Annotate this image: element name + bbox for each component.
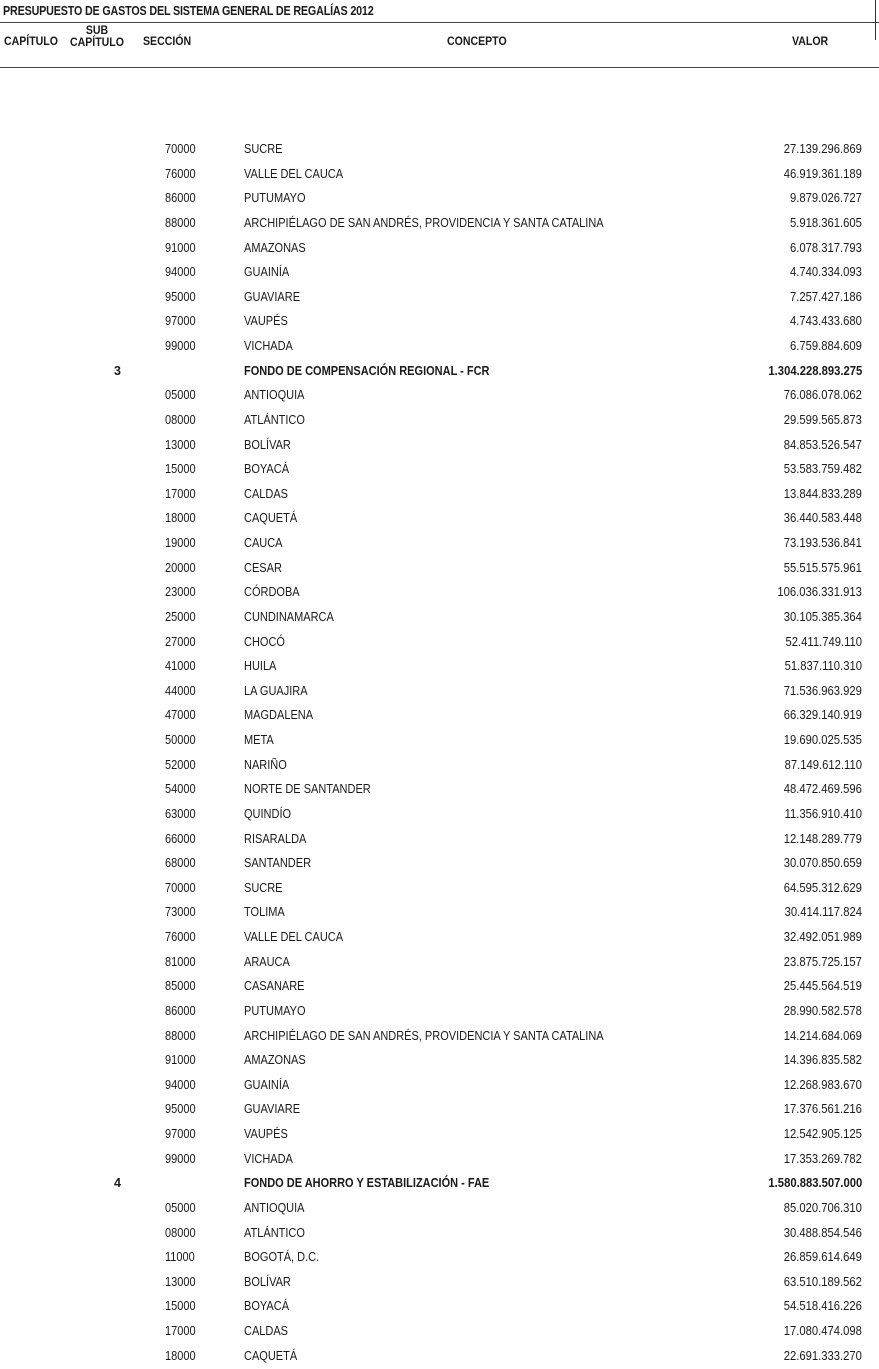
concepto-cell: SUCRE bbox=[244, 880, 283, 895]
valor-cell: 17.376.561.216 bbox=[783, 1102, 862, 1117]
seccion-cell: 66000 bbox=[165, 831, 196, 846]
concepto-cell: VALLE DEL CAUCA bbox=[244, 166, 344, 181]
valor-cell: 23.875.725.157 bbox=[783, 954, 862, 969]
concepto-cell: GUAINÍA bbox=[244, 1077, 290, 1092]
table-row bbox=[0, 680, 879, 705]
valor-cell: 11.356.910.410 bbox=[784, 806, 862, 821]
table-row bbox=[0, 384, 879, 409]
table-row bbox=[0, 754, 879, 779]
valor-cell: 71.536.963.929 bbox=[783, 683, 862, 698]
valor-cell: 66.329.140.919 bbox=[783, 708, 862, 723]
valor-cell: 73.193.536.841 bbox=[783, 536, 862, 550]
concepto-cell: ATLÁNTICO bbox=[244, 1225, 305, 1240]
seccion-cell: 97000 bbox=[165, 1127, 196, 1141]
header-seccion: SECCIÓN bbox=[143, 34, 192, 48]
document-title: PRESUPUESTO DE GASTOS DEL SISTEMA GENERAL DE REGALÍAS 2012 bbox=[3, 4, 374, 18]
table-row bbox=[0, 237, 879, 262]
seccion-cell: 63000 bbox=[165, 806, 196, 821]
valor-cell: 12.542.905.125 bbox=[783, 1127, 862, 1141]
concepto-cell: CAQUETÁ bbox=[244, 1348, 298, 1363]
valor-cell: 12.148.289.779 bbox=[783, 831, 862, 846]
valor-cell: 27.139.296.869 bbox=[783, 142, 862, 156]
concepto-cell: ANTIOQUIA bbox=[244, 388, 305, 403]
valor-cell: 6.759.884.609 bbox=[790, 339, 862, 353]
valor-cell: 84.853.526.547 bbox=[783, 437, 862, 452]
table-row bbox=[0, 803, 879, 828]
seccion-cell: 94000 bbox=[165, 265, 196, 280]
valor-cell: 54.518.416.226 bbox=[783, 1299, 862, 1314]
valor-cell: 26.859.614.649 bbox=[783, 1250, 862, 1265]
valor-cell: 30.488.854.546 bbox=[783, 1225, 862, 1240]
seccion-cell: 76000 bbox=[165, 930, 196, 944]
concepto-cell: ANTIOQUIA bbox=[244, 1200, 305, 1215]
seccion-cell: 76000 bbox=[165, 166, 196, 181]
header-divider bbox=[0, 67, 879, 68]
seccion-cell: 86000 bbox=[165, 191, 196, 206]
header-subcapitulo bbox=[70, 24, 124, 48]
capitulo-cell: 3 bbox=[114, 363, 121, 378]
table-row bbox=[0, 704, 879, 729]
concepto-cell: BOLÍVAR bbox=[244, 437, 291, 452]
table-row bbox=[0, 212, 879, 237]
concepto-cell: CUNDINAMARCA bbox=[244, 609, 334, 624]
valor-cell: 52.411.749.110 bbox=[785, 634, 862, 649]
seccion-cell: 25000 bbox=[165, 609, 196, 624]
valor-cell: 63.510.189.562 bbox=[783, 1274, 862, 1289]
concepto-cell: BOGOTÁ, D.C. bbox=[244, 1250, 320, 1265]
seccion-cell: 17000 bbox=[165, 1324, 196, 1338]
concepto-cell: MAGDALENA bbox=[244, 708, 314, 723]
concepto-cell: BOYACÁ bbox=[244, 462, 290, 477]
valor-cell: 17.353.269.782 bbox=[783, 1151, 862, 1166]
seccion-cell: 54000 bbox=[165, 782, 196, 797]
table-row bbox=[0, 409, 879, 434]
seccion-cell: 23000 bbox=[165, 585, 196, 600]
seccion-cell: 18000 bbox=[165, 511, 196, 526]
seccion-cell: 95000 bbox=[165, 1102, 196, 1117]
valor-cell: 5.918.361.605 bbox=[790, 215, 862, 230]
seccion-cell: 81000 bbox=[165, 954, 196, 969]
seccion-cell: 99000 bbox=[165, 1151, 196, 1166]
seccion-cell: 15000 bbox=[165, 462, 196, 477]
table-row bbox=[0, 926, 879, 951]
table-row bbox=[0, 187, 879, 212]
concepto-cell: ARCHIPIÉLAGO DE SAN ANDRÉS, PROVIDENCIA Y SANTA CATALINA bbox=[244, 215, 604, 230]
seccion-cell: 68000 bbox=[165, 856, 196, 871]
table-row bbox=[0, 1320, 879, 1345]
seccion-cell: 08000 bbox=[165, 1225, 196, 1240]
valor-cell: 76.086.078.062 bbox=[783, 388, 862, 403]
concepto-cell: ARAUCA bbox=[244, 954, 290, 969]
concepto-cell: GUAVIARE bbox=[244, 1102, 301, 1117]
concepto-cell: CASANARE bbox=[244, 979, 305, 994]
header-sub-line2: CAPÍTULO bbox=[70, 35, 124, 49]
table-row bbox=[0, 1345, 879, 1369]
seccion-cell: 50000 bbox=[165, 733, 196, 747]
valor-cell: 14.396.835.582 bbox=[783, 1053, 862, 1068]
table-row bbox=[0, 778, 879, 803]
seccion-cell: 05000 bbox=[165, 388, 196, 403]
table-row bbox=[0, 1222, 879, 1247]
valor-cell: 30.070.850.659 bbox=[783, 856, 862, 871]
table-row bbox=[0, 1123, 879, 1148]
seccion-cell: 20000 bbox=[165, 560, 196, 575]
seccion-cell: 97000 bbox=[165, 314, 196, 329]
seccion-cell: 13000 bbox=[165, 1274, 196, 1289]
valor-cell: 7.257.427.186 bbox=[790, 289, 862, 304]
table-row bbox=[0, 532, 879, 557]
concepto-cell: META bbox=[244, 733, 274, 747]
seccion-cell: 05000 bbox=[165, 1200, 196, 1215]
concepto-cell: VAUPÉS bbox=[244, 314, 288, 329]
seccion-cell: 13000 bbox=[165, 437, 196, 452]
concepto-cell: SUCRE bbox=[244, 142, 283, 156]
concepto-cell: NORTE DE SANTANDER bbox=[244, 782, 371, 797]
concepto-cell: CESAR bbox=[244, 560, 282, 575]
valor-cell: 46.919.361.189 bbox=[783, 166, 862, 181]
concepto-cell: CALDAS bbox=[244, 486, 289, 501]
chapter-total-row bbox=[0, 360, 879, 385]
table-row bbox=[0, 1295, 879, 1320]
concepto-cell: PUTUMAYO bbox=[244, 191, 306, 206]
seccion-cell: 41000 bbox=[165, 659, 196, 674]
header-valor: VALOR bbox=[792, 34, 829, 48]
table-row bbox=[0, 138, 879, 163]
table-row bbox=[0, 286, 879, 311]
seccion-cell: 94000 bbox=[165, 1077, 196, 1092]
table-row bbox=[0, 507, 879, 532]
seccion-cell: 15000 bbox=[165, 1299, 196, 1314]
table-row bbox=[0, 729, 879, 754]
seccion-cell: 91000 bbox=[165, 240, 196, 255]
seccion-cell: 88000 bbox=[165, 1028, 196, 1043]
valor-cell: 12.268.983.670 bbox=[783, 1077, 862, 1092]
header-concepto: CONCEPTO bbox=[447, 34, 507, 48]
concepto-cell: CAQUETÁ bbox=[244, 511, 298, 526]
table-row bbox=[0, 877, 879, 902]
seccion-cell: 86000 bbox=[165, 1003, 196, 1018]
valor-cell: 19.690.025.535 bbox=[783, 733, 862, 747]
valor-cell: 106.036.331.913 bbox=[777, 585, 862, 600]
valor-cell: 1.580.883.507.000 bbox=[768, 1176, 862, 1191]
seccion-cell: 88000 bbox=[165, 215, 196, 230]
table-row bbox=[0, 828, 879, 853]
valor-cell: 13.844.833.289 bbox=[783, 486, 862, 501]
valor-cell: 30.105.385.364 bbox=[783, 609, 862, 624]
valor-cell: 85.020.706.310 bbox=[783, 1200, 862, 1215]
valor-cell: 36.440.583.448 bbox=[783, 511, 862, 526]
table-row bbox=[0, 901, 879, 926]
concepto-cell: NARIÑO bbox=[244, 757, 287, 772]
concepto-cell: VICHADA bbox=[244, 339, 293, 353]
concepto-cell: PUTUMAYO bbox=[244, 1003, 306, 1018]
table-row bbox=[0, 1271, 879, 1296]
table-row bbox=[0, 261, 879, 286]
concepto-cell: TOLIMA bbox=[244, 905, 285, 920]
header-sub-line1: SUB bbox=[85, 23, 109, 37]
valor-cell: 1.304.228.893.275 bbox=[768, 363, 862, 378]
valor-cell: 55.515.575.961 bbox=[783, 560, 862, 575]
seccion-cell: 27000 bbox=[165, 634, 196, 649]
valor-cell: 25.445.564.519 bbox=[783, 979, 862, 994]
table-row bbox=[0, 1246, 879, 1271]
table-row bbox=[0, 1074, 879, 1099]
concepto-cell: LA GUAJIRA bbox=[244, 683, 308, 698]
table-row bbox=[0, 557, 879, 582]
concepto-cell: CALDAS bbox=[244, 1324, 289, 1338]
seccion-cell: 73000 bbox=[165, 905, 196, 920]
concepto-cell: GUAINÍA bbox=[244, 265, 290, 280]
concepto-cell: VICHADA bbox=[244, 1151, 293, 1166]
concepto-cell: GUAVIARE bbox=[244, 289, 301, 304]
seccion-cell: 17000 bbox=[165, 486, 196, 501]
concepto-cell: SANTANDER bbox=[244, 856, 312, 871]
seccion-cell: 95000 bbox=[165, 289, 196, 304]
table-row bbox=[0, 951, 879, 976]
table-row bbox=[0, 581, 879, 606]
table-row bbox=[0, 335, 879, 360]
concepto-cell: FONDO DE COMPENSACIÓN REGIONAL - FCR bbox=[244, 363, 490, 378]
valor-cell: 53.583.759.482 bbox=[783, 462, 862, 477]
table-row bbox=[0, 1049, 879, 1074]
concepto-cell: VAUPÉS bbox=[244, 1127, 288, 1141]
concepto-cell: BOLÍVAR bbox=[244, 1274, 291, 1289]
concepto-cell: AMAZONAS bbox=[244, 1053, 306, 1068]
seccion-cell: 08000 bbox=[165, 412, 196, 427]
concepto-cell: CAUCA bbox=[244, 536, 283, 550]
table-row bbox=[0, 1000, 879, 1025]
valor-cell: 64.595.312.629 bbox=[783, 880, 862, 895]
valor-cell: 30.414.117.824 bbox=[784, 905, 862, 920]
concepto-cell: AMAZONAS bbox=[244, 240, 306, 255]
concepto-cell: RISARALDA bbox=[244, 831, 307, 846]
concepto-cell: CÓRDOBA bbox=[244, 585, 300, 600]
seccion-cell: 47000 bbox=[165, 708, 196, 723]
table-row bbox=[0, 975, 879, 1000]
concepto-cell: ARCHIPIÉLAGO DE SAN ANDRÉS, PROVIDENCIA Y SANTA CATALINA bbox=[244, 1028, 604, 1043]
concepto-cell: ATLÁNTICO bbox=[244, 412, 305, 427]
seccion-cell: 19000 bbox=[165, 536, 196, 550]
valor-cell: 6.078.317.793 bbox=[790, 240, 862, 255]
concepto-cell: CHOCÓ bbox=[244, 634, 285, 649]
concepto-cell: FONDO DE AHORRO Y ESTABILIZACIÓN - FAE bbox=[244, 1176, 490, 1191]
concepto-cell: HUILA bbox=[244, 659, 277, 674]
table-row bbox=[0, 1197, 879, 1222]
chapter-total-row bbox=[0, 1172, 879, 1197]
title-divider bbox=[0, 22, 879, 23]
table-row bbox=[0, 655, 879, 680]
seccion-cell: 99000 bbox=[165, 339, 196, 353]
valor-cell: 51.837.110.310 bbox=[784, 659, 862, 674]
table-row bbox=[0, 1025, 879, 1050]
valor-cell: 28.990.582.578 bbox=[783, 1003, 862, 1018]
seccion-cell: 91000 bbox=[165, 1053, 196, 1068]
concepto-cell: VALLE DEL CAUCA bbox=[244, 930, 344, 944]
valor-cell: 4.740.334.093 bbox=[790, 265, 862, 280]
valor-cell: 48.472.469.596 bbox=[783, 782, 862, 797]
valor-cell: 32.492.051.989 bbox=[783, 930, 862, 944]
table-row bbox=[0, 483, 879, 508]
table-row bbox=[0, 310, 879, 335]
seccion-cell: 70000 bbox=[165, 142, 196, 156]
table-row bbox=[0, 163, 879, 188]
table-row bbox=[0, 458, 879, 483]
seccion-cell: 52000 bbox=[165, 757, 196, 772]
concepto-cell: QUINDÍO bbox=[244, 806, 292, 821]
table-row bbox=[0, 1148, 879, 1173]
table-row bbox=[0, 606, 879, 631]
header-capitulo: CAPÍTULO bbox=[4, 34, 58, 48]
concepto-cell: BOYACÁ bbox=[244, 1299, 290, 1314]
seccion-cell: 44000 bbox=[165, 683, 196, 698]
valor-cell: 87.149.612.110 bbox=[784, 757, 862, 772]
valor-cell: 4.743.433.680 bbox=[790, 314, 862, 329]
seccion-cell: 85000 bbox=[165, 979, 196, 994]
budget-table-body bbox=[0, 138, 879, 1369]
margin-mark bbox=[875, 0, 876, 40]
valor-cell: 29.599.565.873 bbox=[783, 412, 862, 427]
capitulo-cell: 4 bbox=[114, 1176, 121, 1191]
table-row bbox=[0, 1098, 879, 1123]
table-row bbox=[0, 852, 879, 877]
valor-cell: 14.214.684.069 bbox=[783, 1028, 862, 1043]
valor-cell: 22.691.333.270 bbox=[783, 1348, 862, 1363]
seccion-cell: 18000 bbox=[165, 1348, 196, 1363]
table-row bbox=[0, 434, 879, 459]
valor-cell: 17.080.474.098 bbox=[783, 1324, 862, 1338]
table-row bbox=[0, 631, 879, 656]
valor-cell: 9.879.026.727 bbox=[790, 191, 862, 206]
seccion-cell: 11000 bbox=[165, 1250, 195, 1265]
seccion-cell: 70000 bbox=[165, 880, 196, 895]
